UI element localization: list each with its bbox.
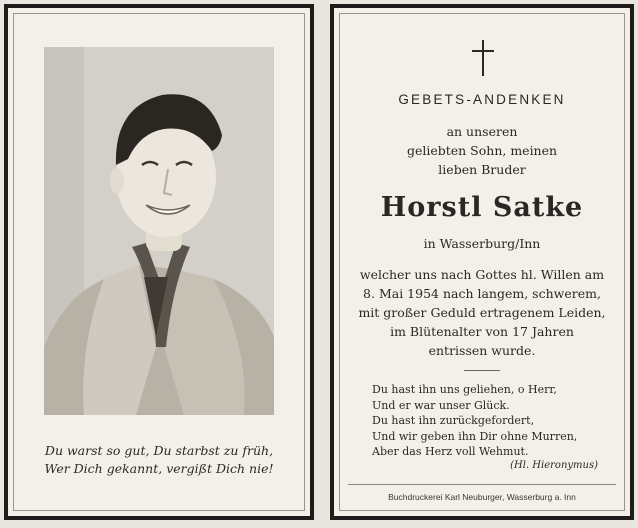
- portrait-card: [4, 4, 314, 520]
- dedication-line: an unseren: [446, 124, 518, 139]
- poem-line: Und wir geben ihn Dir ohne Murren,: [372, 429, 578, 443]
- card-heading: GEBETS-ANDENKEN: [398, 92, 566, 107]
- poem-line: Aber das Herz voll Wehmut.: [372, 445, 529, 459]
- portrait-illustration: [44, 47, 274, 415]
- printer-imprint: Buchdruckerei Karl Neuburger, Wasserburg a. Inn: [388, 492, 576, 502]
- poem-line: Und er war unser Glück.: [372, 398, 510, 412]
- portrait-photo: [44, 47, 274, 415]
- hometown: in Wasserburg/Inn: [423, 236, 541, 251]
- dedication-line: lieben Bruder: [438, 162, 526, 177]
- cross-icon: [472, 40, 494, 76]
- poem-line: Du hast ihn zurückgefordert,: [372, 414, 535, 428]
- obituary-line: 8. Mai 1954 nach langem, schwerem,: [363, 286, 601, 301]
- motto-line: Du warst so gut, Du starbst zu früh,: [44, 443, 274, 458]
- obituary-text: [334, 265, 630, 360]
- footer-rule: [348, 484, 616, 485]
- motto-line: Wer Dich gekannt, vergißt Dich nie!: [44, 461, 274, 476]
- obituary-line: entrissen wurde.: [428, 343, 536, 358]
- deceased-name: Horstl Satke: [380, 192, 584, 223]
- poem-line: Du hast ihn uns geliehen, o Herr,: [372, 383, 557, 396]
- obituary-line: welcher uns nach Gottes hl. Willen am: [359, 267, 605, 282]
- poem-author: (Hl. Hieronymus): [510, 460, 598, 471]
- memorial-motto: [8, 442, 310, 478]
- dedication-line: geliebten Sohn, meinen: [406, 143, 558, 158]
- obituary-line: im Blütenalter von 17 Jahren: [390, 324, 574, 339]
- section-divider: [464, 370, 500, 371]
- dedication-text: [334, 122, 630, 179]
- prayer-card: [330, 4, 634, 520]
- obituary-line: mit großer Geduld ertragenem Leiden,: [358, 305, 606, 320]
- prayer-poem: [372, 382, 577, 460]
